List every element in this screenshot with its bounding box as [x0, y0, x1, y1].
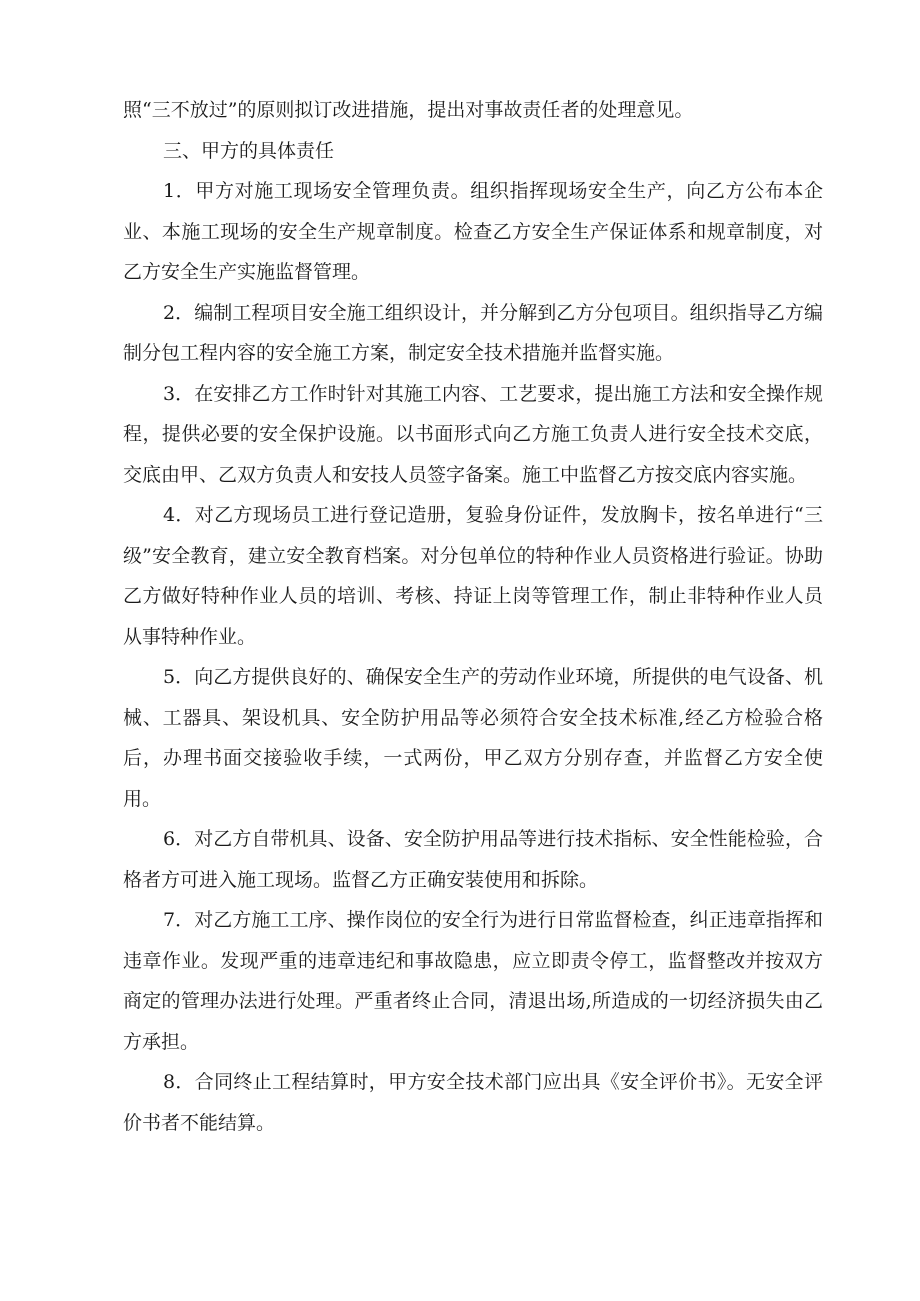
- paragraph-item-6: 6．对乙方自带机具、设备、安全防护用品等进行技术指标、安全性能检验，合格者方可进入施工现场。监督乙方正确安装使用和拆除。: [123, 828, 823, 891]
- paragraph-continuation: 照“三不放过”的原则拟订改进措施，提出对事故责任者的处理意见。: [123, 99, 694, 121]
- paragraph-item-4: 4．对乙方现场员工进行登记造册，复验身份证件，发放胸卡，按名单进行“三级”安全教育，建立安全教育档案。对分包单位的特种作业人员资格进行验证。协助乙方做好特种作业人员的培训、考核、持证上岗等管理工作，制止非特种作业人员从事特种作业。: [123, 504, 823, 648]
- paragraph-item-3: 3．在安排乙方工作时针对其施工内容、工艺要求，提出施工方法和安全操作规程，提供必要的安全保护设施。以书面形式向乙方施工负责人进行安全技术交底，交底由甲、乙双方负责人和安技人员签字备案。施工中监督乙方按交底内容实施。: [123, 382, 823, 486]
- paragraph-item-8: 8．合同终止工程结算时，甲方安全技术部门应出具《安全评价书》。无安全评价书者不能结算。: [123, 1071, 823, 1134]
- paragraph-item-5: 5．向乙方提供良好的、确保安全生产的劳动作业环境，所提供的电气设备、机械、工器具、架设机具、安全防护用品等必须符合安全技术标准,经乙方检验合格后，办理书面交接验收手续，一式两份，甲乙双方分别存查，并监督乙方安全使用。: [123, 666, 823, 810]
- document-body: [123, 90, 823, 1143]
- paragraph-item-2: 2．编制工程项目安全施工组织设计，并分解到乙方分包项目。组织指导乙方编制分包工程内容的安全施工方案，制定安全技术措施并监督实施。: [123, 301, 823, 364]
- section-heading: 三、甲方的具体责任: [163, 139, 335, 162]
- paragraph-item-7: 7．对乙方施工工序、操作岗位的安全行为进行日常监督检查，纠正违章指挥和违章作业。发现严重的违章违纪和事故隐患，应立即责令停工，监督整改并按双方商定的管理办法进行处理。严重者终止合同，清退出场,所造成的一切经济损失由乙方承担。: [123, 909, 823, 1053]
- paragraph-item-1: 1．甲方对施工现场安全管理负责。组织指挥现场安全生产，向乙方公布本企业、本施工现场的安全生产规章制度。检查乙方安全生产保证体系和规章制度，对乙方安全生产实施监督管理。: [123, 180, 823, 283]
